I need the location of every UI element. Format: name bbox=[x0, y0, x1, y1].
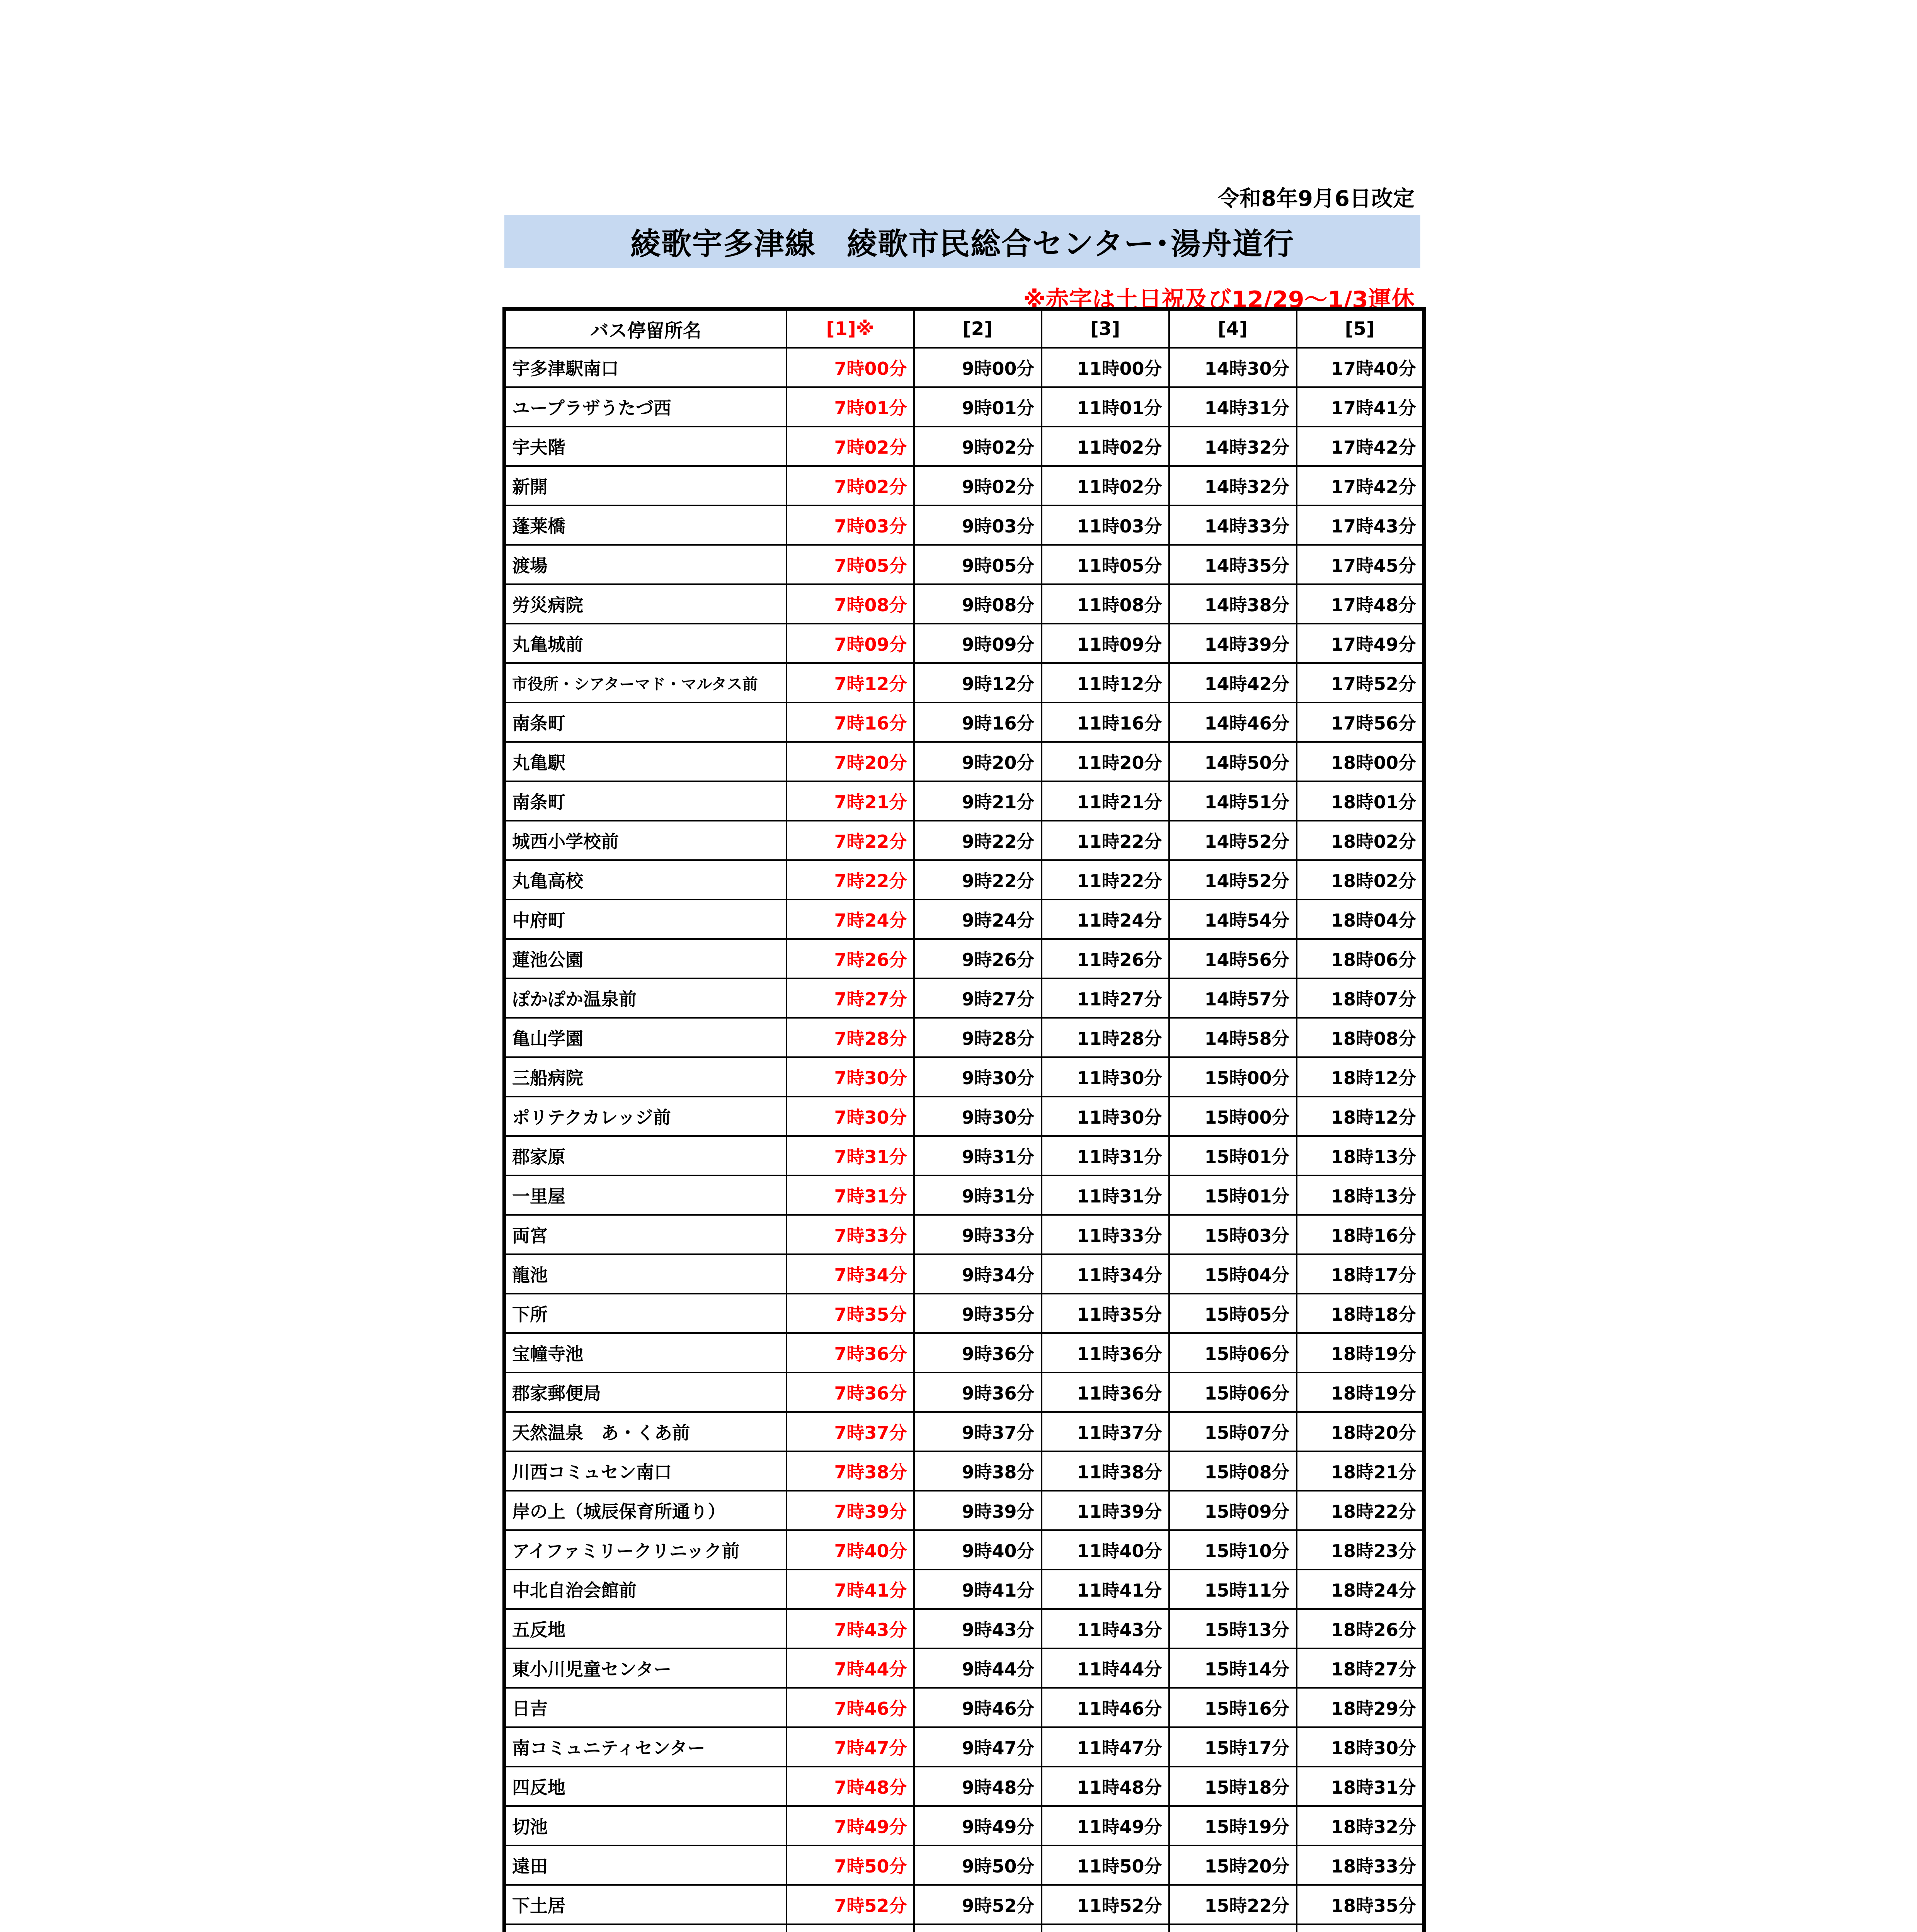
departure-time-cell: 18時07分 bbox=[1297, 978, 1424, 1018]
departure-time-cell bbox=[1169, 1924, 1297, 1932]
table-row bbox=[504, 821, 1424, 860]
departure-time-cell: 9時16分 bbox=[914, 702, 1042, 742]
stop-name-cell: 南条町 bbox=[504, 702, 787, 742]
table-row bbox=[504, 900, 1424, 939]
departure-time-cell: 18時27分 bbox=[1297, 1648, 1424, 1688]
table-row bbox=[504, 1018, 1424, 1057]
departure-time-cell: 7時28分 bbox=[787, 1018, 914, 1057]
table-row bbox=[504, 1727, 1424, 1767]
table-row bbox=[504, 624, 1424, 663]
departure-time-cell: 9時28分 bbox=[914, 1018, 1042, 1057]
departure-time-cell: 9時37分 bbox=[914, 1412, 1042, 1451]
departure-time-cell: 9時44分 bbox=[914, 1648, 1042, 1688]
table-row bbox=[504, 584, 1424, 624]
table-row bbox=[504, 1451, 1424, 1491]
departure-time-cell: 18時02分 bbox=[1297, 860, 1424, 900]
departure-time-cell: 9時50分 bbox=[914, 1845, 1042, 1885]
departure-time-cell: 11時39分 bbox=[1042, 1491, 1169, 1530]
departure-time-cell: 7時49分 bbox=[787, 1806, 914, 1845]
departure-time-cell: 17時48分 bbox=[1297, 584, 1424, 624]
departure-time-cell: 14時52分 bbox=[1169, 821, 1297, 860]
departure-time-cell: 11時00分 bbox=[1042, 348, 1169, 387]
stop-name-cell: 労災病院 bbox=[504, 584, 787, 624]
departure-time-cell: 9時31分 bbox=[914, 1175, 1042, 1215]
column-header-stop: バス停留所名 bbox=[504, 309, 787, 348]
departure-time-cell: 14時31分 bbox=[1169, 387, 1297, 427]
departure-time-cell: 9時43分 bbox=[914, 1609, 1042, 1648]
departure-time-cell: 11時46分 bbox=[1042, 1688, 1169, 1727]
table-row bbox=[504, 1333, 1424, 1372]
departure-time-cell: 11時20分 bbox=[1042, 742, 1169, 781]
departure-time-cell: 7時01分 bbox=[787, 387, 914, 427]
stop-name-cell: 丸亀城前 bbox=[504, 624, 787, 663]
departure-time-cell: 9時48分 bbox=[914, 1767, 1042, 1806]
departure-time-cell: 11時40分 bbox=[1042, 1530, 1169, 1570]
departure-time-cell: 7時30分 bbox=[787, 1097, 914, 1136]
stop-name-cell: 天然温泉 あ・くあ前 bbox=[504, 1412, 787, 1451]
departure-time-cell: 9時35分 bbox=[914, 1294, 1042, 1333]
page-title bbox=[504, 215, 1420, 268]
departure-time-cell: 7時36分 bbox=[787, 1372, 914, 1412]
departure-time-cell: 11時05分 bbox=[1042, 545, 1169, 584]
departure-time-cell: 11時30分 bbox=[1042, 1097, 1169, 1136]
table-row bbox=[504, 1215, 1424, 1254]
table-row bbox=[504, 1294, 1424, 1333]
departure-time-cell: 15時01分 bbox=[1169, 1136, 1297, 1175]
departure-time-cell: 7時30分 bbox=[787, 1057, 914, 1097]
stop-name-cell: 渡場 bbox=[504, 545, 787, 584]
departure-time-cell: 15時06分 bbox=[1169, 1372, 1297, 1412]
table-row bbox=[504, 1175, 1424, 1215]
departure-time-cell: 14時32分 bbox=[1169, 427, 1297, 466]
stop-name-cell: 龍池 bbox=[504, 1254, 787, 1294]
departure-time-cell: 18時04分 bbox=[1297, 900, 1424, 939]
departure-time-cell: 11時52分 bbox=[1042, 1885, 1169, 1924]
departure-time-cell: 15時01分 bbox=[1169, 1175, 1297, 1215]
column-header-trip-5: [5] bbox=[1297, 309, 1424, 348]
departure-time-cell: 17時41分 bbox=[1297, 387, 1424, 427]
departure-time-cell: 15時19分 bbox=[1169, 1806, 1297, 1845]
departure-time-cell: 7時20分 bbox=[787, 742, 914, 781]
stop-name-cell: 郡家原 bbox=[504, 1136, 787, 1175]
stop-name-cell: 東小川児童センター bbox=[504, 1648, 787, 1688]
departure-time-cell: 9時36分 bbox=[914, 1372, 1042, 1412]
table-row bbox=[504, 1924, 1424, 1932]
departure-time-cell: 11時22分 bbox=[1042, 821, 1169, 860]
departure-time-cell: 18時20分 bbox=[1297, 1412, 1424, 1451]
table-row bbox=[504, 1806, 1424, 1845]
departure-time-cell: 7時37分 bbox=[787, 1412, 914, 1451]
stop-name-cell: 日吉 bbox=[504, 1688, 787, 1727]
stop-name-cell: 蓮池公園 bbox=[504, 939, 787, 978]
departure-time-cell: 9時40分 bbox=[914, 1530, 1042, 1570]
departure-time-cell: 7時36分 bbox=[787, 1333, 914, 1372]
departure-time-cell: 11時37分 bbox=[1042, 1412, 1169, 1451]
table-row bbox=[504, 1609, 1424, 1648]
column-header-trip-1: [1]※ bbox=[787, 309, 914, 348]
departure-time-cell: 15時11分 bbox=[1169, 1570, 1297, 1609]
stop-name-cell: 丸亀高校 bbox=[504, 860, 787, 900]
departure-time-cell: 11時02分 bbox=[1042, 466, 1169, 505]
stop-name-cell: 城西小学校前 bbox=[504, 821, 787, 860]
departure-time-cell: 15時00分 bbox=[1169, 1057, 1297, 1097]
departure-time-cell: 18時12分 bbox=[1297, 1097, 1424, 1136]
stop-name-cell: アイファミリークリニック前 bbox=[504, 1530, 787, 1570]
stop-name-cell: 五反地 bbox=[504, 1609, 787, 1648]
departure-time-cell: 18時06分 bbox=[1297, 939, 1424, 978]
departure-time-cell: 11時21分 bbox=[1042, 781, 1169, 821]
departure-time-cell: 7時44分 bbox=[787, 1648, 914, 1688]
departure-time-cell: 7時03分 bbox=[787, 505, 914, 545]
departure-time-cell: 9時46分 bbox=[914, 1688, 1042, 1727]
departure-time-cell: 9時20分 bbox=[914, 742, 1042, 781]
departure-time-cell: 9時02分 bbox=[914, 466, 1042, 505]
departure-time-cell: 11時24分 bbox=[1042, 900, 1169, 939]
departure-time-cell: 15時22分 bbox=[1169, 1885, 1297, 1924]
departure-time-cell: 9時30分 bbox=[914, 1057, 1042, 1097]
departure-time-cell: 18時12分 bbox=[1297, 1057, 1424, 1097]
departure-time-cell: 17時56分 bbox=[1297, 702, 1424, 742]
departure-time-cell bbox=[914, 1924, 1042, 1932]
departure-time-cell: 7時16分 bbox=[787, 702, 914, 742]
departure-time-cell: 9時01分 bbox=[914, 387, 1042, 427]
departure-time-cell: 11時47分 bbox=[1042, 1727, 1169, 1767]
departure-time-cell: 11時33分 bbox=[1042, 1215, 1169, 1254]
table-row bbox=[504, 1688, 1424, 1727]
table-row bbox=[504, 466, 1424, 505]
departure-time-cell: 9時22分 bbox=[914, 860, 1042, 900]
stop-name-cell: 切池 bbox=[504, 1806, 787, 1845]
departure-time-cell: 17時40分 bbox=[1297, 348, 1424, 387]
departure-time-cell: 9時21分 bbox=[914, 781, 1042, 821]
departure-time-cell: 7時09分 bbox=[787, 624, 914, 663]
departure-time-cell: 7時02分 bbox=[787, 466, 914, 505]
departure-time-cell: 18時26分 bbox=[1297, 1609, 1424, 1648]
column-header-trip-3: [3] bbox=[1042, 309, 1169, 348]
stop-name-cell: 下所 bbox=[504, 1294, 787, 1333]
table-row bbox=[504, 427, 1424, 466]
stop-name-cell: 四反地 bbox=[504, 1767, 787, 1806]
table-row bbox=[504, 505, 1424, 545]
table-row bbox=[504, 1097, 1424, 1136]
departure-time-cell: 11時28分 bbox=[1042, 1018, 1169, 1057]
stop-name-cell: 中府町 bbox=[504, 900, 787, 939]
departure-time-cell: 15時10分 bbox=[1169, 1530, 1297, 1570]
stop-name-cell: 郡家郵便局 bbox=[504, 1372, 787, 1412]
departure-time-cell bbox=[1297, 1924, 1424, 1932]
departure-time-cell: 15時16分 bbox=[1169, 1688, 1297, 1727]
column-header-trip-2: [2] bbox=[914, 309, 1042, 348]
departure-time-cell: 7時27分 bbox=[787, 978, 914, 1018]
table-row bbox=[504, 1491, 1424, 1530]
table-row bbox=[504, 1372, 1424, 1412]
departure-time-cell: 7時02分 bbox=[787, 427, 914, 466]
table-row bbox=[504, 348, 1424, 387]
departure-time-cell: 7時34分 bbox=[787, 1254, 914, 1294]
table-row bbox=[504, 1254, 1424, 1294]
departure-time-cell: 9時26分 bbox=[914, 939, 1042, 978]
departure-time-cell: 11時09分 bbox=[1042, 624, 1169, 663]
departure-time-cell: 17時43分 bbox=[1297, 505, 1424, 545]
departure-time-cell: 7時35分 bbox=[787, 1294, 914, 1333]
departure-time-cell: 7時12分 bbox=[787, 663, 914, 702]
departure-time-cell: 11時49分 bbox=[1042, 1806, 1169, 1845]
departure-time-cell: 14時46分 bbox=[1169, 702, 1297, 742]
departure-time-cell: 9時49分 bbox=[914, 1806, 1042, 1845]
departure-time-cell: 15時07分 bbox=[1169, 1412, 1297, 1451]
departure-time-cell: 9時03分 bbox=[914, 505, 1042, 545]
departure-time-cell: 14時32分 bbox=[1169, 466, 1297, 505]
table-row bbox=[504, 781, 1424, 821]
table-row bbox=[504, 387, 1424, 427]
departure-time-cell: 7時31分 bbox=[787, 1175, 914, 1215]
departure-time-cell bbox=[1042, 1924, 1169, 1932]
departure-time-cell: 18時19分 bbox=[1297, 1372, 1424, 1412]
stop-name-cell: 三船病院 bbox=[504, 1057, 787, 1097]
stop-name-cell: 中北自治会館前 bbox=[504, 1570, 787, 1609]
departure-time-cell: 11時12分 bbox=[1042, 663, 1169, 702]
departure-time-cell: 11時01分 bbox=[1042, 387, 1169, 427]
departure-time-cell: 18時13分 bbox=[1297, 1175, 1424, 1215]
table-row bbox=[504, 939, 1424, 978]
departure-time-cell: 7時33分 bbox=[787, 1215, 914, 1254]
departure-time-cell: 11時27分 bbox=[1042, 978, 1169, 1018]
table-row bbox=[504, 1845, 1424, 1885]
departure-time-cell: 9時12分 bbox=[914, 663, 1042, 702]
departure-time-cell: 18時02分 bbox=[1297, 821, 1424, 860]
departure-time-cell: 7時31分 bbox=[787, 1136, 914, 1175]
departure-time-cell: 9時22分 bbox=[914, 821, 1042, 860]
departure-time-cell: 7時50分 bbox=[787, 1845, 914, 1885]
table-row bbox=[504, 860, 1424, 900]
departure-time-cell: 18時16分 bbox=[1297, 1215, 1424, 1254]
departure-time-cell: 15時20分 bbox=[1169, 1845, 1297, 1885]
stop-name-cell: 市役所・シアターマド・マルタス前 bbox=[504, 663, 787, 702]
departure-time-cell: 9時33分 bbox=[914, 1215, 1042, 1254]
stop-name-cell: 新開 bbox=[504, 466, 787, 505]
table-row bbox=[504, 1136, 1424, 1175]
departure-time-cell: 18時32分 bbox=[1297, 1806, 1424, 1845]
departure-time-cell: 11時44分 bbox=[1042, 1648, 1169, 1688]
stop-name-cell: 丸亀駅 bbox=[504, 742, 787, 781]
departure-time-cell: 9時36分 bbox=[914, 1333, 1042, 1372]
departure-time-cell: 11時36分 bbox=[1042, 1333, 1169, 1372]
departure-time-cell: 7時22分 bbox=[787, 821, 914, 860]
holiday-notice: ※赤字は土日祝及び12/29～1/3運休 bbox=[1023, 286, 1415, 313]
departure-time-cell: 7時46分 bbox=[787, 1688, 914, 1727]
table-row bbox=[504, 1530, 1424, 1570]
stop-name-cell: 宇夫階 bbox=[504, 427, 787, 466]
departure-time-cell: 11時43分 bbox=[1042, 1609, 1169, 1648]
column-header-trip-4: [4] bbox=[1169, 309, 1297, 348]
departure-time-cell: 7時26分 bbox=[787, 939, 914, 978]
departure-time-cell: 9時02分 bbox=[914, 427, 1042, 466]
timetable bbox=[502, 307, 1426, 1932]
departure-time-cell: 9時09分 bbox=[914, 624, 1042, 663]
departure-time-cell: 18時19分 bbox=[1297, 1333, 1424, 1372]
departure-time-cell: 9時08分 bbox=[914, 584, 1042, 624]
stop-name-cell: 遠田 bbox=[504, 1845, 787, 1885]
departure-time-cell: 18時01分 bbox=[1297, 781, 1424, 821]
stop-name-cell: 宇多津駅南口 bbox=[504, 348, 787, 387]
departure-time-cell: 14時54分 bbox=[1169, 900, 1297, 939]
departure-time-cell: 14時38分 bbox=[1169, 584, 1297, 624]
departure-time-cell: 17時45分 bbox=[1297, 545, 1424, 584]
stop-name-cell: 川西コミュセン南口 bbox=[504, 1451, 787, 1491]
departure-time-cell: 11時35分 bbox=[1042, 1294, 1169, 1333]
departure-time-cell: 7時47分 bbox=[787, 1727, 914, 1767]
departure-time-cell: 15時17分 bbox=[1169, 1727, 1297, 1767]
departure-time-cell: 14時56分 bbox=[1169, 939, 1297, 978]
departure-time-cell: 15時05分 bbox=[1169, 1294, 1297, 1333]
table-row bbox=[504, 702, 1424, 742]
departure-time-cell: 9時39分 bbox=[914, 1491, 1042, 1530]
departure-time-cell: 7時39分 bbox=[787, 1491, 914, 1530]
stop-name-cell: 南条町 bbox=[504, 781, 787, 821]
departure-time-cell: 18時00分 bbox=[1297, 742, 1424, 781]
departure-time-cell: 15時14分 bbox=[1169, 1648, 1297, 1688]
departure-time-cell: 11時26分 bbox=[1042, 939, 1169, 978]
stop-name-cell bbox=[504, 1924, 787, 1932]
departure-time-cell bbox=[787, 1924, 914, 1932]
departure-time-cell: 9時38分 bbox=[914, 1451, 1042, 1491]
stop-name-cell: 宝幢寺池 bbox=[504, 1333, 787, 1372]
departure-time-cell: 7時00分 bbox=[787, 348, 914, 387]
departure-time-cell: 7時48分 bbox=[787, 1767, 914, 1806]
departure-time-cell: 15時08分 bbox=[1169, 1451, 1297, 1491]
departure-time-cell: 14時58分 bbox=[1169, 1018, 1297, 1057]
stop-name-cell: 両宮 bbox=[504, 1215, 787, 1254]
departure-time-cell: 18時21分 bbox=[1297, 1451, 1424, 1491]
departure-time-cell: 14時39分 bbox=[1169, 624, 1297, 663]
departure-time-cell: 18時29分 bbox=[1297, 1688, 1424, 1727]
departure-time-cell: 11時41分 bbox=[1042, 1570, 1169, 1609]
departure-time-cell: 11時30分 bbox=[1042, 1057, 1169, 1097]
departure-time-cell: 11時34分 bbox=[1042, 1254, 1169, 1294]
stop-name-cell: 岸の上（城辰保育所通り） bbox=[504, 1491, 787, 1530]
departure-time-cell: 15時09分 bbox=[1169, 1491, 1297, 1530]
title-text: 綾歌宇多津線 綾歌市民総合センター･湯舟道行 bbox=[630, 227, 1294, 262]
departure-time-cell: 18時24分 bbox=[1297, 1570, 1424, 1609]
stop-name-cell: 下土居 bbox=[504, 1885, 787, 1924]
departure-time-cell: 9時41分 bbox=[914, 1570, 1042, 1609]
stop-name-cell: 蓬莱橋 bbox=[504, 505, 787, 545]
table-row bbox=[504, 1885, 1424, 1924]
departure-time-cell: 11時08分 bbox=[1042, 584, 1169, 624]
departure-time-cell: 18時22分 bbox=[1297, 1491, 1424, 1530]
header-row bbox=[504, 309, 1424, 348]
departure-time-cell: 18時13分 bbox=[1297, 1136, 1424, 1175]
departure-time-cell: 17時42分 bbox=[1297, 466, 1424, 505]
departure-time-cell: 17時49分 bbox=[1297, 624, 1424, 663]
departure-time-cell: 18時33分 bbox=[1297, 1845, 1424, 1885]
departure-time-cell: 18時30分 bbox=[1297, 1727, 1424, 1767]
departure-time-cell: 17時42分 bbox=[1297, 427, 1424, 466]
departure-time-cell: 14時42分 bbox=[1169, 663, 1297, 702]
revision-date: 令和8年9月6日改定 bbox=[1218, 186, 1415, 211]
table-row bbox=[504, 663, 1424, 702]
departure-time-cell: 14時35分 bbox=[1169, 545, 1297, 584]
stop-name-cell: 南コミュニティセンター bbox=[504, 1727, 787, 1767]
departure-time-cell: 18時18分 bbox=[1297, 1294, 1424, 1333]
table-row bbox=[504, 1412, 1424, 1451]
table-row bbox=[504, 978, 1424, 1018]
departure-time-cell: 14時57分 bbox=[1169, 978, 1297, 1018]
table-row bbox=[504, 1057, 1424, 1097]
departure-time-cell: 11時16分 bbox=[1042, 702, 1169, 742]
departure-time-cell: 9時00分 bbox=[914, 348, 1042, 387]
departure-time-cell: 11時48分 bbox=[1042, 1767, 1169, 1806]
departure-time-cell: 7時22分 bbox=[787, 860, 914, 900]
table-row bbox=[504, 1767, 1424, 1806]
departure-time-cell: 9時30分 bbox=[914, 1097, 1042, 1136]
departure-time-cell: 7時43分 bbox=[787, 1609, 914, 1648]
table-row bbox=[504, 545, 1424, 584]
departure-time-cell: 7時24分 bbox=[787, 900, 914, 939]
departure-time-cell: 7時08分 bbox=[787, 584, 914, 624]
departure-time-cell: 7時52分 bbox=[787, 1885, 914, 1924]
departure-time-cell: 11時31分 bbox=[1042, 1175, 1169, 1215]
departure-time-cell: 9時24分 bbox=[914, 900, 1042, 939]
departure-time-cell: 7時21分 bbox=[787, 781, 914, 821]
departure-time-cell: 11時36分 bbox=[1042, 1372, 1169, 1412]
departure-time-cell: 15時03分 bbox=[1169, 1215, 1297, 1254]
departure-time-cell: 11時31分 bbox=[1042, 1136, 1169, 1175]
departure-time-cell: 7時05分 bbox=[787, 545, 914, 584]
departure-time-cell: 14時51分 bbox=[1169, 781, 1297, 821]
table-row bbox=[504, 1570, 1424, 1609]
departure-time-cell: 15時04分 bbox=[1169, 1254, 1297, 1294]
table-row bbox=[504, 1648, 1424, 1688]
stop-name-cell: 亀山学園 bbox=[504, 1018, 787, 1057]
stop-name-cell: 一里屋 bbox=[504, 1175, 787, 1215]
departure-time-cell: 18時17分 bbox=[1297, 1254, 1424, 1294]
stop-name-cell: ポリテクカレッジ前 bbox=[504, 1097, 787, 1136]
departure-time-cell: 11時22分 bbox=[1042, 860, 1169, 900]
departure-time-cell: 15時13分 bbox=[1169, 1609, 1297, 1648]
departure-time-cell: 18時23分 bbox=[1297, 1530, 1424, 1570]
departure-time-cell: 7時41分 bbox=[787, 1570, 914, 1609]
departure-time-cell: 17時52分 bbox=[1297, 663, 1424, 702]
departure-time-cell: 15時18分 bbox=[1169, 1767, 1297, 1806]
departure-time-cell: 14時33分 bbox=[1169, 505, 1297, 545]
departure-time-cell: 11時03分 bbox=[1042, 505, 1169, 545]
stop-name-cell: ユープラザうたづ西 bbox=[504, 387, 787, 427]
departure-time-cell: 15時00分 bbox=[1169, 1097, 1297, 1136]
departure-time-cell: 15時06分 bbox=[1169, 1333, 1297, 1372]
departure-time-cell: 9時27分 bbox=[914, 978, 1042, 1018]
departure-time-cell: 11時02分 bbox=[1042, 427, 1169, 466]
departure-time-cell: 14時52分 bbox=[1169, 860, 1297, 900]
departure-time-cell: 14時50分 bbox=[1169, 742, 1297, 781]
departure-time-cell: 9時47分 bbox=[914, 1727, 1042, 1767]
departure-time-cell: 11時50分 bbox=[1042, 1845, 1169, 1885]
departure-time-cell: 18時35分 bbox=[1297, 1885, 1424, 1924]
departure-time-cell: 7時38分 bbox=[787, 1451, 914, 1491]
departure-time-cell: 14時30分 bbox=[1169, 348, 1297, 387]
departure-time-cell: 9時52分 bbox=[914, 1885, 1042, 1924]
stop-name-cell: ぽかぽか温泉前 bbox=[504, 978, 787, 1018]
departure-time-cell: 7時40分 bbox=[787, 1530, 914, 1570]
departure-time-cell: 18時08分 bbox=[1297, 1018, 1424, 1057]
table-row bbox=[504, 742, 1424, 781]
departure-time-cell: 9時34分 bbox=[914, 1254, 1042, 1294]
departure-time-cell: 18時31分 bbox=[1297, 1767, 1424, 1806]
departure-time-cell: 11時38分 bbox=[1042, 1451, 1169, 1491]
departure-time-cell: 9時05分 bbox=[914, 545, 1042, 584]
departure-time-cell: 9時31分 bbox=[914, 1136, 1042, 1175]
